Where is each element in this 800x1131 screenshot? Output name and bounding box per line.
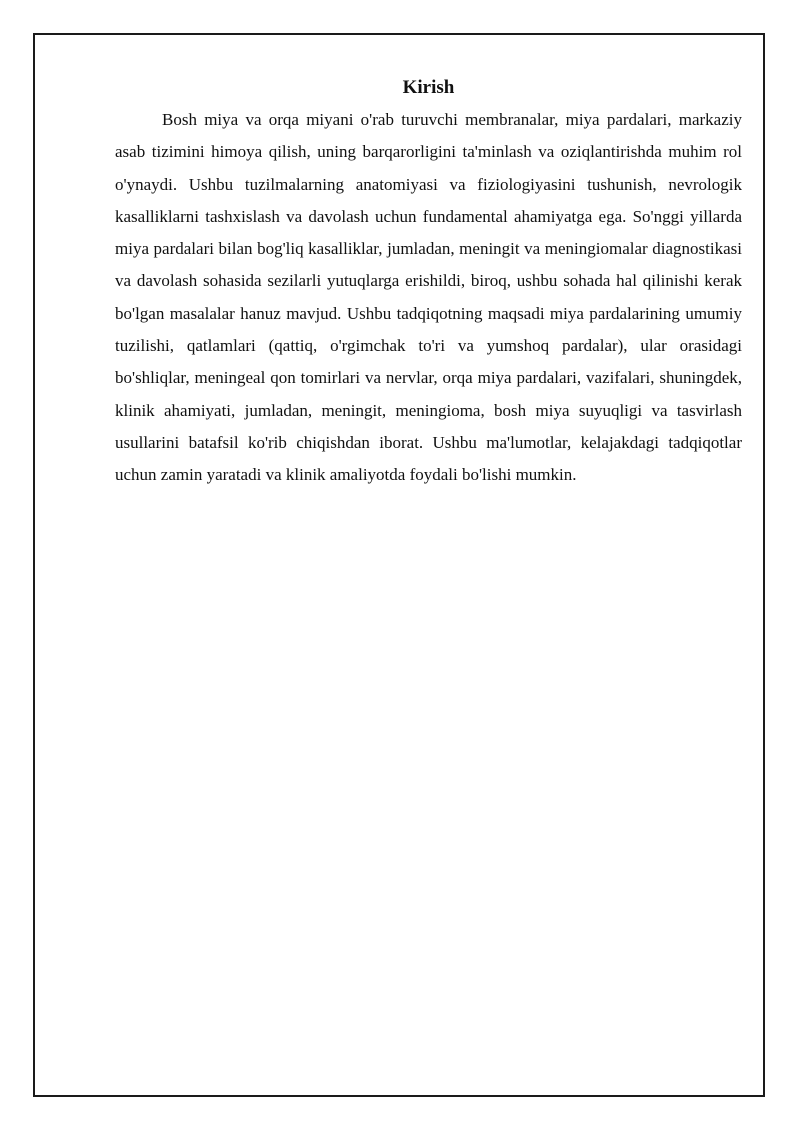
document-body — [115, 74, 742, 492]
intro-paragraph: Bosh miya va orqa miyani o'rab turuvchi membranalar, miya pardalari, markaziy asab tizimini himoya qilish, uning barqarorligini ta'minlash va oziqlantirishda muhim rol o'ynaydi. Ushbu tuzilmalarning anatomiyasi va fiziologiyasini tushunish, nevrologik kasalliklarni tashxislash va davolash uchun fundamental ahamiyatga ega. So'nggi yillarda miya pardalari bilan bog'liq kasalliklar, jumladan, meningit va meningiomalar diagnostikasi va davolash sohasida sezilarli yutuqlarga erishildi, biroq, ushbu sohada hal qilinishi kerak bo'lgan masalalar hanuz mavjud. Ushbu tadqiqotning maqsadi miya pardalarining umumiy tuzilishi, qatlamlari (qattiq, o'rgimchak to'ri va yumshoq pardalar), ular orasidagi bo'shliqlar, meningeal qon tomirlari va nervlar, orqa miya pardalari, vazifalari, shuningdek, klinik ahamiyati, jumladan, meningit, meningioma, bosh miya suyuqligi va tasvirlash usullarini batafsil ko'rib chiqishdan iborat. Ushbu ma'lumotlar, kelajakdagi tadqiqotlar uchun zamin yaratadi va klinik amaliyotda foydali bo'lishi mumkin. — [115, 110, 742, 485]
document-title: Kirish — [402, 77, 455, 98]
